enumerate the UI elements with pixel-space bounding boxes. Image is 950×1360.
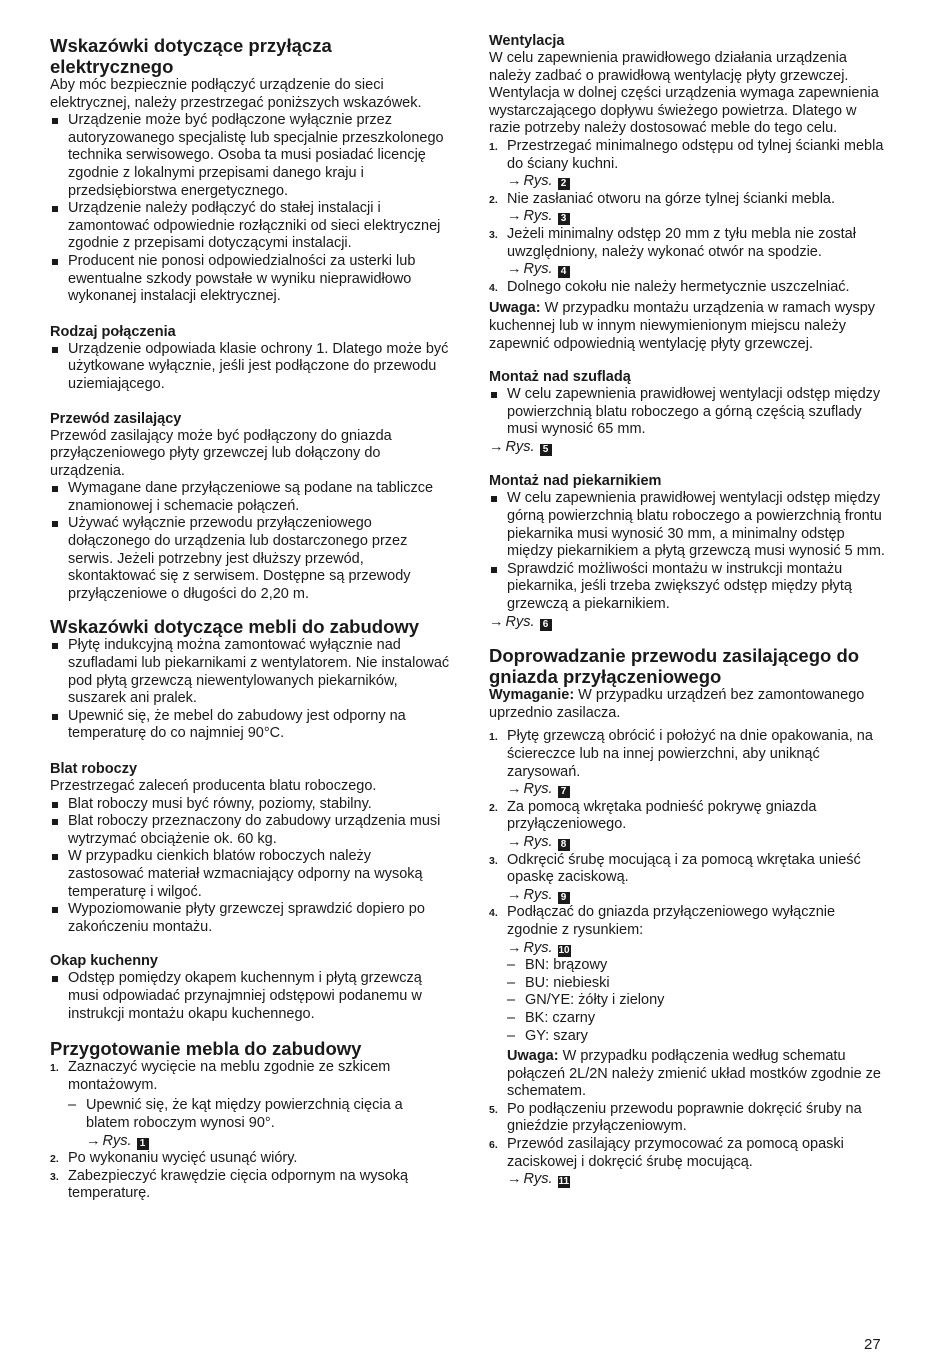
step-number: 5. [489, 1103, 498, 1116]
numbered-step [50, 1059, 450, 1094]
bullet-item [50, 796, 450, 814]
step-number: 3. [489, 228, 498, 241]
step-text: Dolnego cokołu nie należy hermetycznie uszczelniać. [507, 278, 850, 295]
dash-marker: – [507, 957, 516, 974]
step-text: Zaznaczyć wycięcie na meblu zgodnie ze szkicem montażowym. [68, 1059, 391, 1093]
numbered-step [489, 279, 889, 297]
bullet-text: Urządzenie odpowiada klasie ochrony 1. Dlatego może być użytkowane wyłącznie, jeśli jest podłączone do przewodu uziemiającego. [68, 340, 449, 392]
bullet-item [489, 386, 889, 439]
dash-item [68, 1097, 450, 1132]
steps-list [489, 728, 889, 1188]
paragraph-power-cord-intro: Przewód zasilający może być podłączony do gniazda przyłączeniowego płyty grzewczej lub dołączony do urządzenia. [50, 427, 392, 479]
bullet-item [50, 515, 450, 603]
bullet-marker [52, 259, 58, 265]
figure-label: Rys. [523, 781, 553, 798]
bullet-text: Płytę indukcyjną można zamontować wyłącznie nad szufladami lub piekarnikami z wentylatorem. Nie instalować pod płytą grzewczą niewentylowanych piekarników, suszarek ani pralek. [68, 637, 450, 707]
numbered-step [489, 728, 889, 798]
note-text: W przypadku podłączenia według schematu połączeń 2L/2N należy zmienić układ mostków zgodnie ze schematem. [507, 1048, 881, 1100]
figure-label: Rys. [505, 438, 535, 455]
bullet-item [50, 637, 450, 707]
bullet-item [50, 901, 450, 936]
numbered-step [489, 1101, 889, 1136]
dash-marker: – [507, 992, 516, 1009]
figure-number-badge: 11 [558, 1176, 570, 1188]
section-title-electrical: Wskazówki dotyczące przyłącza elektrycznego [50, 35, 332, 77]
paragraph-worktop-intro: Przestrzegać zaleceń producenta blatu roboczego. [50, 778, 377, 794]
step-number: 3. [50, 1170, 59, 1183]
figure-number-badge: 10 [558, 944, 570, 956]
figure-reference [489, 614, 889, 632]
arrow-right-icon: → [507, 208, 522, 225]
wire-item [507, 975, 889, 993]
step-text: Odkręcić śrubę mocującą i za pomocą wkrętaka unieść opaskę zaciskową. [507, 851, 861, 886]
bullet-text: Używać wyłącznie przewodu przyłączeniowego dołączonego do urządzenia lub dostarczonego przez serwis. Jeżeli potrzebny jest dłuższy przewód, skontaktować się z serwisem. Dostępne są przewody przyłączeniowe o długości do 2,20 m. [68, 515, 411, 602]
left-column [50, 30, 450, 1203]
step-number: 1. [489, 140, 498, 153]
note-ventilation [489, 300, 889, 353]
arrow-right-icon: → [489, 613, 504, 630]
step-number: 1. [50, 1062, 59, 1075]
figure-number-badge: 6 [540, 619, 552, 631]
wire-item [507, 992, 889, 1010]
bullet-text: Blat roboczy musi być równy, poziomy, stabilny. [68, 795, 372, 812]
bullet-marker [52, 521, 58, 527]
requirement-label: Wymaganie: [489, 687, 575, 704]
bullet-text: W celu zapewnienia prawidłowej wentylacji odstęp między górną powierzchnią blatu roboczego a powierzchnią frontu piekarnika musi wynosić 30 mm, a minimalny odstęp między piekarnikiem a płytą grzewczą musi wynosić 5 mm. [507, 490, 885, 560]
numbered-step [489, 1136, 889, 1189]
step-substeps [50, 1097, 450, 1150]
bullet-item [50, 112, 450, 200]
step-text: Nie zasłaniać otworu na górze tylnej ścianki mebla. [507, 190, 836, 207]
dash-marker: – [507, 1009, 516, 1026]
numbered-step [489, 191, 889, 226]
bullet-marker [491, 567, 497, 573]
step-number: 6. [489, 1139, 498, 1152]
bullet-item [489, 490, 889, 560]
numbered-step [489, 852, 889, 905]
subsection-title-hood: Okap kuchenny [50, 953, 158, 970]
figure-label: Rys. [523, 261, 553, 278]
arrow-right-icon: → [86, 1132, 101, 1149]
step-number: 2. [50, 1153, 59, 1166]
wire-text: GY: szary [525, 1027, 588, 1044]
figure-number-badge: 3 [558, 213, 570, 225]
figure-reference [68, 1133, 450, 1151]
arrow-right-icon: → [507, 781, 522, 798]
step-number: 2. [489, 193, 498, 206]
figure-reference [507, 208, 889, 226]
step-text: Płytę grzewczą obrócić i położyć na dnie opakowania, na ściereczce lub na innej powierzchni, aby uniknąć zarysowań. [507, 728, 873, 780]
paragraph-ventilation-intro: W celu zapewnienia prawidłowego działania urządzenia należy zadbać o prawidłową wentylację płyty grzewczej. Wentylacja w dolnej części urządzenia wymaga zapewnienia wystarczającego dopływu świeżego powietrza. Dlatego w razie potrzeby należy dostosować meble do tego celu. [489, 50, 879, 137]
bullet-text: Urządzenie należy podłączyć do stałej instalacji i zamontować odpowiednie rozłączniki od sieci elektrycznej zgodnie z przepisami dotyczącymi instalacji. [68, 200, 441, 252]
bullet-text: Upewnić się, że mebel do zabudowy jest odporny na temperaturę do co najmniej 90°C. [68, 707, 406, 742]
dash-marker: – [507, 1027, 516, 1044]
bullet-text: Producent nie ponosi odpowiedzialności za usterki lub ewentualne szkody powstałe w wyniku nieprawidłowo wykonanej instalacji elektrycznej. [68, 252, 416, 305]
note-wiring [507, 1048, 889, 1101]
numbered-step [489, 799, 889, 852]
subsection-title-over-oven: Montaż nad piekarnikiem [489, 473, 662, 490]
requirement [489, 687, 889, 722]
figure-label: Rys. [523, 939, 553, 956]
figure-label: Rys. [523, 173, 553, 190]
bullet-marker [52, 854, 58, 860]
arrow-right-icon: → [507, 886, 522, 903]
dash-text: Upewnić się, że kąt między powierzchnią cięcia a blatem roboczym wynosi 90°. [86, 1097, 403, 1131]
step-number: 3. [489, 854, 498, 867]
bullet-marker [52, 486, 58, 492]
arrow-right-icon: → [507, 1171, 522, 1188]
bullet-marker [52, 819, 58, 825]
bullet-item [50, 253, 450, 306]
bullet-item [50, 341, 450, 394]
step-number: 2. [489, 801, 498, 814]
right-column [489, 30, 889, 1189]
arrow-right-icon: → [507, 173, 522, 190]
bullet-item [50, 200, 450, 253]
bullet-marker [52, 714, 58, 720]
figure-reference [507, 1171, 889, 1189]
figure-reference [489, 439, 889, 457]
bullet-marker [52, 802, 58, 808]
bullet-marker [491, 392, 497, 398]
figure-number-badge: 9 [558, 892, 570, 904]
figure-reference [507, 261, 889, 279]
bullet-item [50, 708, 450, 743]
wire-item [507, 1028, 889, 1046]
subsection-title-ventilation: Wentylacja [489, 33, 565, 49]
numbered-step [489, 138, 889, 191]
subsection-title-power-cord: Przewód zasilający [50, 410, 182, 427]
wire-text: BK: czarny [525, 1009, 596, 1026]
figure-label: Rys. [523, 208, 553, 225]
bullet-text: Odstęp pomiędzy okapem kuchennym i płytą grzewczą musi odpowiadać przynajmniej odstępowi podanemu w instrukcji montażu okapu kuchennego. [68, 970, 422, 1022]
figure-label: Rys. [523, 833, 553, 850]
bullet-marker [52, 907, 58, 913]
figure-number-badge: 5 [540, 444, 552, 456]
bullet-text: Wypoziomowanie płyty grzewczej sprawdzić dopiero po zakończeniu montażu. [68, 901, 425, 935]
step-number: 1. [489, 731, 498, 744]
paragraph-electrical-intro: Aby móc bezpiecznie podłączyć urządzenie do sieci elektrycznej, należy przestrzegać poniższych wskazówek. [50, 77, 422, 111]
figure-number-badge: 2 [558, 178, 570, 190]
bullet-item [50, 848, 450, 901]
wire-text: BU: niebieski [525, 974, 610, 991]
arrow-right-icon: → [507, 261, 522, 278]
figure-reference [507, 173, 889, 191]
figure-label: Rys. [523, 1171, 553, 1188]
numbered-step [50, 1168, 450, 1203]
step-text: Po podłączeniu przewodu poprawnie dokręcić śruby na gnieździe przyłączeniowym. [507, 1100, 862, 1135]
figure-label: Rys. [523, 886, 553, 903]
figure-reference [507, 781, 889, 799]
subsection-title-connection-type: Rodzaj połączenia [50, 323, 176, 340]
wire-item [507, 1010, 889, 1028]
wire-item [507, 957, 889, 975]
bullet-item [489, 561, 889, 614]
step-text: Podłączać do gniazda przyłączeniowego wyłącznie zgodnie z rysunkiem: [507, 904, 836, 938]
page-number: 27 [864, 1336, 881, 1353]
bullet-item [50, 480, 450, 515]
step-text: Zabezpieczyć krawędzie cięcia odpornym na wysoką temperaturę. [68, 1167, 409, 1202]
bullet-text: W przypadku cienkich blatów roboczych należy zastosować materiał wzmacniający odporny na wysoką temperaturę i wilgoć. [68, 848, 423, 900]
note-text: W przypadku montażu urządzenia w ramach wyspy kuchennej lub w innym niewymienionym miejscu należy zapewnić odpowiednią wentylację płyty grzewczej. [489, 300, 876, 352]
bullet-marker [52, 643, 58, 649]
note-label: Uwaga: [507, 1048, 559, 1065]
step-text: Po wykonaniu wycięć usunąć wióry. [68, 1150, 298, 1167]
figure-number-badge: 1 [137, 1138, 149, 1150]
figure-number-badge: 4 [558, 266, 570, 278]
bullet-marker [52, 976, 58, 982]
step-text: Za pomocą wkrętaka podnieść pokrywę gniazda przyłączeniowego. [507, 798, 817, 833]
step-text: Przestrzegać minimalnego odstępu od tylnej ścianki mebla do ściany kuchni. [507, 137, 884, 172]
subsection-title-over-drawer: Montaż nad szufladą [489, 369, 631, 386]
bullet-item [50, 813, 450, 848]
figure-number-badge: 8 [558, 839, 570, 851]
numbered-step [489, 904, 889, 1101]
requirement-text: W przypadku urządzeń bez zamontowanego uprzednio zasilacza. [489, 687, 865, 721]
step-text: Jeżeli minimalny odstęp 20 mm z tyłu mebla nie został uwzględniony, należy wykonać otwór na spodzie. [507, 225, 856, 260]
figure-label: Rys. [505, 613, 535, 630]
section-title-furniture: Wskazówki dotyczące mebli do zabudowy [50, 616, 420, 638]
bullet-text: Wymagane dane przyłączeniowe są podane na tabliczce znamionowej i schemacie połączeń. [68, 480, 434, 514]
bullet-text: Urządzenie może być podłączone wyłącznie przez autoryzowanego specjalistę lub specjalnie przeszkolonego technika serwisowego. Osoba ta musi posiadać licencję zgodnie z lokalnymi przepisami danego kraju i przedsiębiorstwa energetycznego. [68, 112, 444, 199]
section-title-power-cord-routing: Doprowadzanie przewodu zasilającego do gniazda przyłączeniowego [489, 645, 860, 688]
figure-number-badge: 7 [558, 786, 570, 798]
bullet-item [50, 970, 450, 1023]
section-title-preparation: Przygotowanie mebla do zabudowy [50, 1038, 362, 1060]
arrow-right-icon: → [507, 939, 522, 956]
arrow-right-icon: → [489, 438, 504, 455]
step-number: 4. [489, 907, 498, 920]
wire-text: GN/YE: żółty i zielony [525, 992, 665, 1009]
bullet-marker [52, 347, 58, 353]
bullet-text: Sprawdzić możliwości montażu w instrukcji montażu piekarnika, jeśli trzeba zwiększyć odstęp między płytą grzewczą a piekarnikiem. [507, 560, 852, 613]
wire-text: BN: brązowy [525, 957, 608, 974]
note-label: Uwaga: [489, 300, 541, 317]
subsection-title-worktop: Blat roboczy [50, 761, 138, 777]
figure-reference [507, 834, 889, 852]
step-number: 4. [489, 281, 498, 294]
dash-marker: – [507, 974, 516, 991]
bullet-text: Blat roboczy przeznaczony do zabudowy urządzenia musi wytrzymać obciążenie ok. 60 kg. [68, 813, 441, 847]
arrow-right-icon: → [507, 833, 522, 850]
bullet-marker [52, 206, 58, 212]
numbered-step [489, 226, 889, 279]
numbered-step [50, 1150, 450, 1168]
dash-marker: – [68, 1097, 77, 1114]
step-text: Przewód zasilający przymocować za pomocą opaski zaciskowej i dokręcić śrubę mocującą. [507, 1136, 844, 1170]
bullet-marker [491, 496, 497, 502]
figure-label: Rys. [102, 1132, 132, 1149]
figure-reference [507, 940, 889, 958]
bullet-marker [52, 118, 58, 124]
bullet-text: W celu zapewnienia prawidłowej wentylacji odstęp między powierzchnią blatu roboczego a górną częścią szuflady musi wynosić 65 mm. [507, 386, 881, 438]
figure-reference [507, 887, 889, 905]
